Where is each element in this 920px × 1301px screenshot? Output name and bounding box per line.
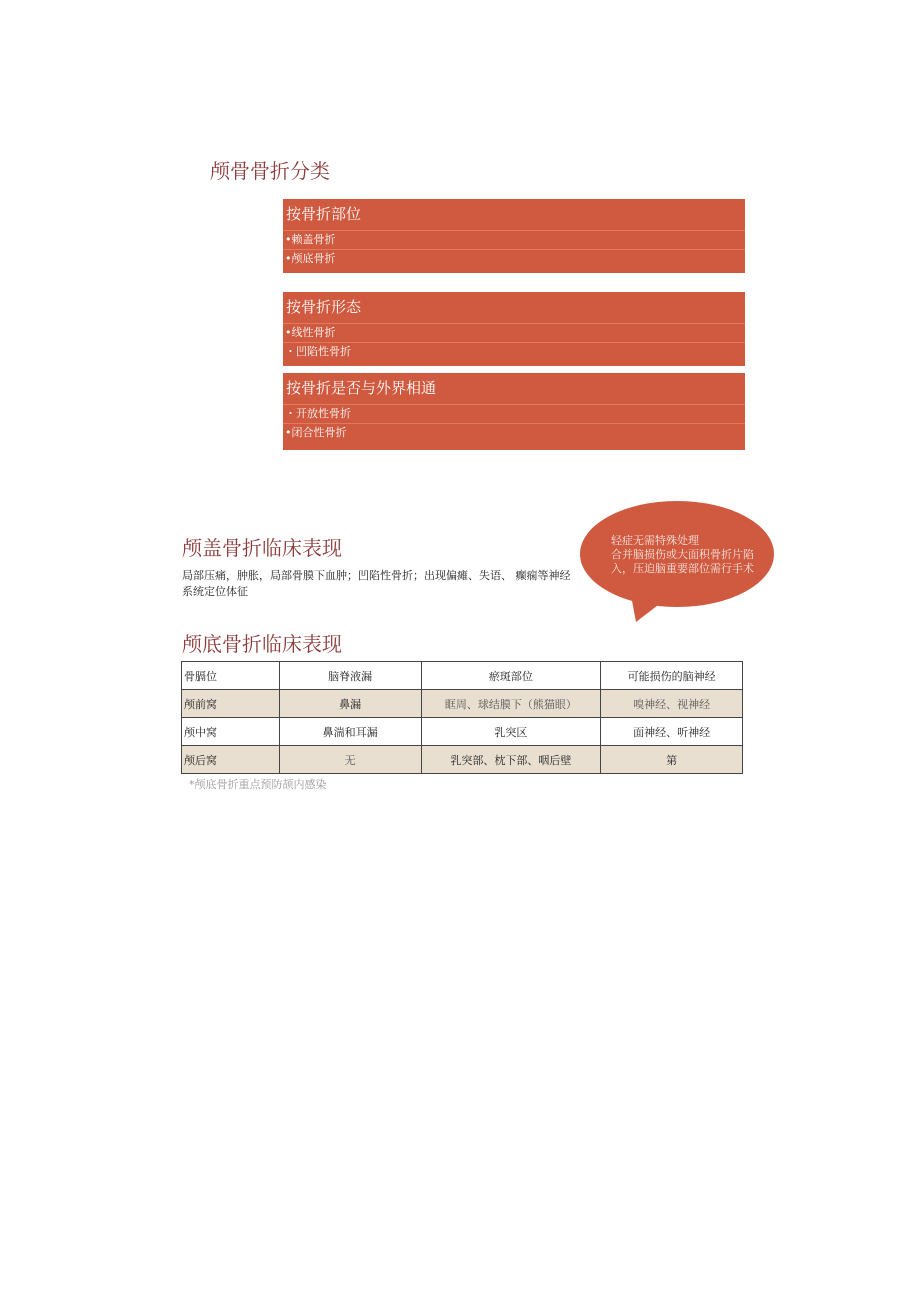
category-box-open [283, 373, 745, 450]
table-header-cell: 可能损伤的脑神经 [601, 662, 743, 690]
speech-bubble [578, 500, 776, 620]
table-header-cell: 骨膈位 [182, 662, 280, 690]
table-cell: 面神经、听神经 [601, 718, 743, 746]
table-cell: 嗅神经、视神经 [601, 690, 743, 718]
bubble-line: 合并脑损伤或大面积骨折片陷入，压迫脑重要部位需行手术 [611, 548, 754, 575]
table-cell: 鼻湍和耳漏 [279, 718, 421, 746]
table-cell: 无 [279, 746, 421, 774]
category-item: •赖盖骨折 [283, 231, 745, 250]
table-cell: 乳突部、枕下部、咽后壁 [421, 746, 601, 774]
vault-description: 局部压痛，肿胀，局部骨膜下血肿；凹陷性骨折；出现偏瘫、失语、 癫痫等神经系统定位体征 [182, 569, 571, 598]
footnote: *颅底骨折重点预防颉内感染 [189, 778, 327, 791]
table-row [182, 718, 743, 746]
classification-title: 颅骨骨折分类 [210, 159, 330, 183]
base-title: 颅底骨折临床表现 [182, 632, 342, 656]
base-fracture-table [181, 661, 743, 774]
table-row [182, 746, 743, 774]
category-item: ・凹陷性骨折 [285, 345, 351, 358]
category-heading: 按骨折部位 [283, 199, 745, 231]
category-heading: 按骨折是否与外界相通 [283, 373, 745, 405]
category-heading: 按骨折形态 [283, 292, 745, 324]
category-item: ・开放性骨折 [283, 405, 745, 424]
vault-title: 颅盖骨折临床表现 [182, 536, 342, 560]
table-cell: 眶周、球结膜下（熊猫眼） [421, 690, 601, 718]
table-header-cell: 瘀斑部位 [421, 662, 601, 690]
category-item: •闭合性骨折 [285, 426, 347, 439]
category-box-location [283, 199, 745, 273]
table-cell: 颅中窝 [182, 718, 280, 746]
bubble-line: 轻症无需特殊处理 [611, 534, 699, 547]
category-item: •颅底骨折 [285, 252, 336, 265]
table-cell: 鼻漏 [279, 690, 421, 718]
table-row [182, 690, 743, 718]
table-header-row [182, 662, 743, 690]
speech-bubble-text [611, 534, 771, 576]
table-header-cell: 脑脊液漏 [279, 662, 421, 690]
category-item: •线性骨折 [283, 324, 745, 343]
table-cell: 颅前窝 [182, 690, 280, 718]
table-cell: 乳突区 [421, 718, 601, 746]
table-cell: 第 [601, 746, 743, 774]
table-cell: 颅后窝 [182, 746, 280, 774]
category-box-shape [283, 292, 745, 366]
